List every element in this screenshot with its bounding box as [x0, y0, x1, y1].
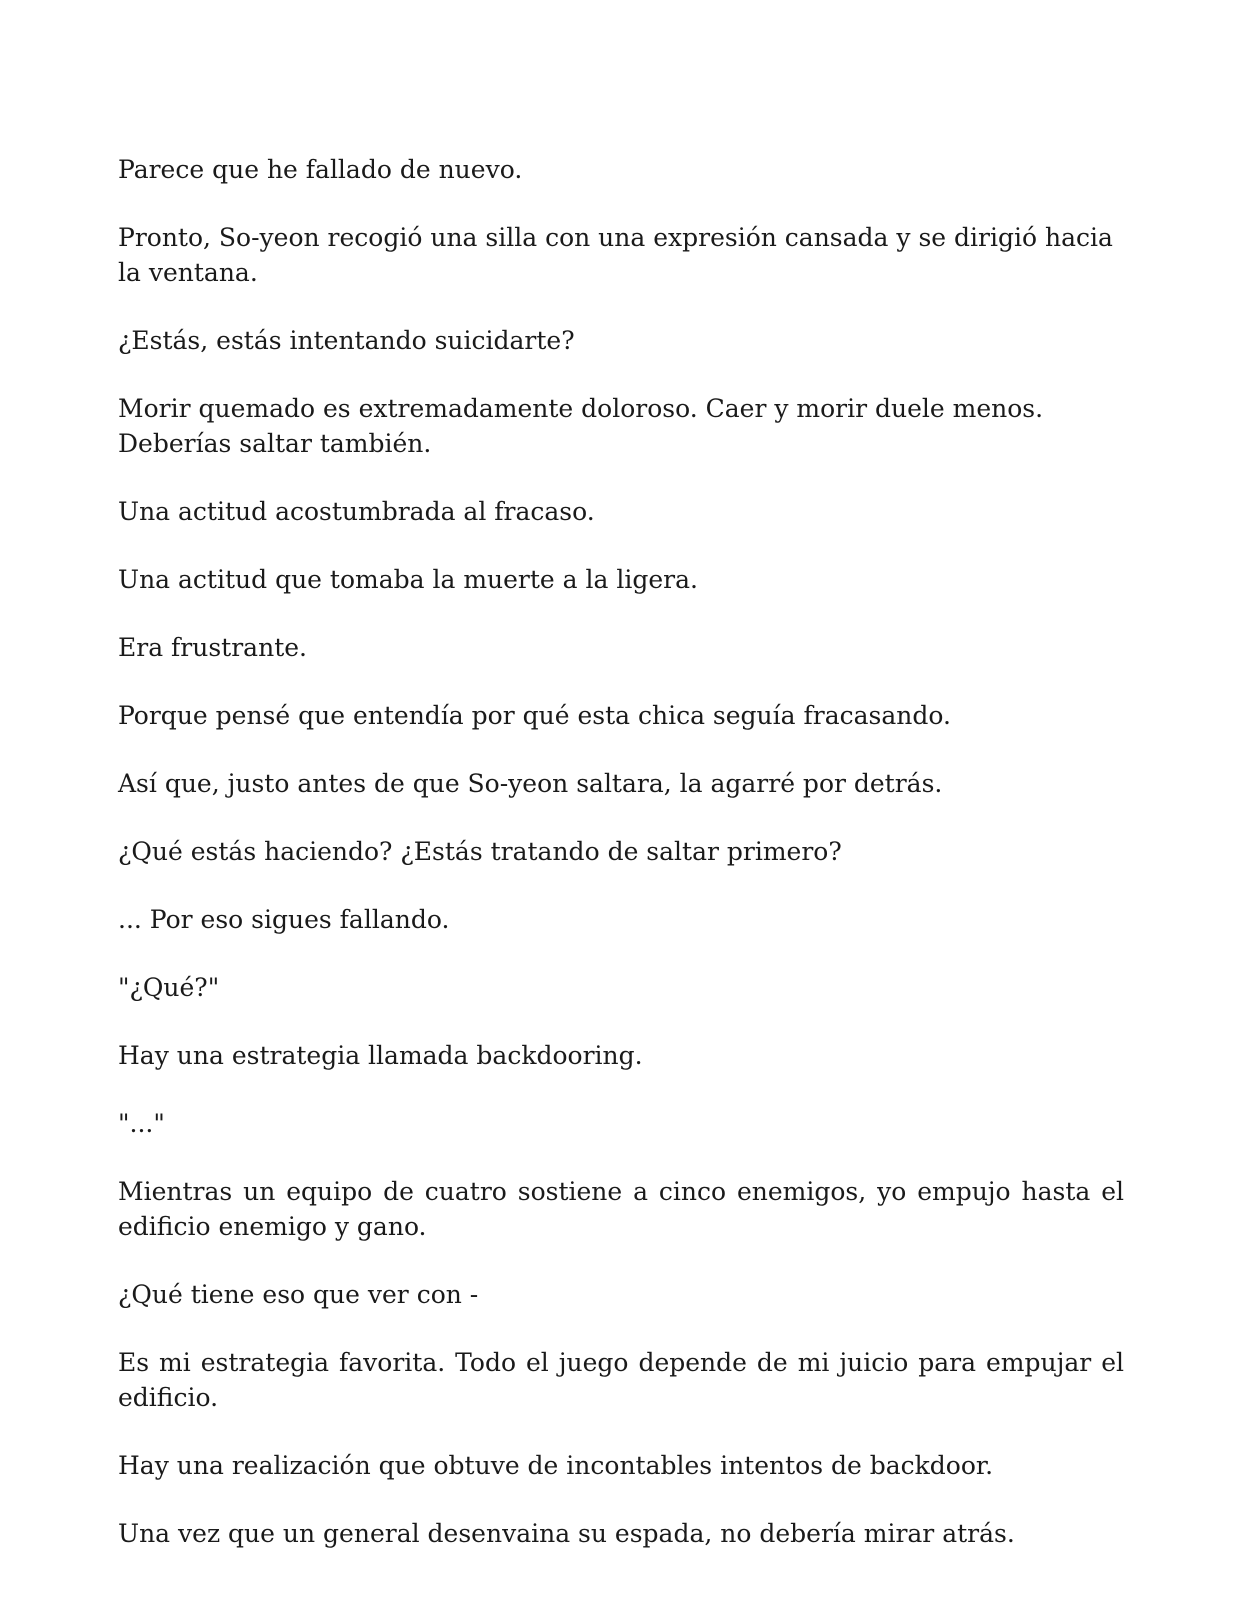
document-body: [118, 152, 1124, 1584]
paragraph-7: Era frustrante.: [118, 633, 307, 662]
paragraph-18: Hay una realización que obtuve de incontables intentos de backdoor.: [118, 1451, 994, 1480]
paragraph-15: Mientras un equipo de cuatro sostiene a cinco enemigos, yo empujo hasta el edificio enemigo y gano.: [118, 1177, 1124, 1241]
paragraph-2: Pronto, So-yeon recogió una silla con una expresión cansada y se dirigió hacia la ventana.: [118, 223, 1113, 287]
paragraph-3: ¿Estás, estás intentando suicidarte?: [118, 326, 575, 355]
paragraph-9: Así que, justo antes de que So-yeon saltara, la agarré por detrás.: [118, 769, 943, 798]
paragraph-4: Morir quemado es extremadamente doloroso. Caer y morir duele menos. Deberías saltar también.: [118, 394, 1044, 458]
paragraph-5: Una actitud acostumbrada al fracaso.: [118, 497, 595, 526]
paragraph-16: ¿Qué tiene eso que ver con -: [118, 1280, 479, 1309]
paragraph-6: Una actitud que tomaba la muerte a la ligera.: [118, 565, 698, 594]
paragraph-12: "¿Qué?": [118, 973, 220, 1002]
paragraph-19: Una vez que un general desenvaina su espada, no debería mirar atrás.: [118, 1519, 1015, 1548]
paragraph-8: Porque pensé que entendía por qué esta chica seguía fracasando.: [118, 701, 951, 730]
paragraph-1: Parece que he fallado de nuevo.: [118, 155, 523, 184]
paragraph-10: ¿Qué estás haciendo? ¿Estás tratando de saltar primero?: [118, 837, 842, 866]
paragraph-13: Hay una estrategia llamada backdooring.: [118, 1041, 643, 1070]
paragraph-14: "...": [118, 1109, 165, 1138]
paragraph-11: ... Por eso sigues fallando.: [118, 905, 450, 934]
paragraph-17: Es mi estrategia favorita. Todo el juego depende de mi juicio para empujar el edificio.: [118, 1348, 1124, 1412]
